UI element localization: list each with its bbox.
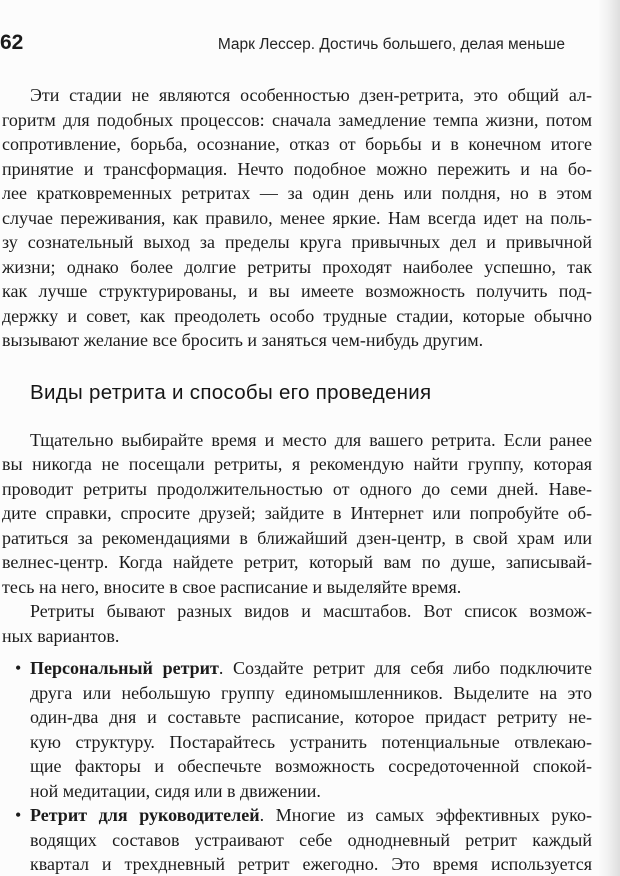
text-line: вызывают желание все бросить и заняться чем-нибудь другим. bbox=[2, 330, 484, 350]
text-line: сопротивление, борьба, осознание, отказ от борьбы и в конечном итоге bbox=[2, 134, 592, 154]
list-item-lead: Персональный ретрит bbox=[30, 658, 219, 678]
text-line: держку и совет, как преодолеть особо трудные стадии, которые обычно bbox=[2, 305, 592, 326]
text-line: щие факторы и обеспечьте возможность сосредоточенной спокой- bbox=[30, 756, 592, 776]
bullet-list bbox=[2, 656, 592, 876]
list-item-text bbox=[30, 803, 592, 876]
text-line: лее кратковременных ретритах — за один день или полдня, но в этом bbox=[2, 183, 592, 203]
text-line: ратиться за рекомендациями в ближайший дзен-центр, в свой храм или bbox=[2, 527, 592, 548]
text-line: кую структуру. Постарайтесь устранить потенциальные отвлекаю- bbox=[30, 731, 592, 752]
running-title: Марк Лессер. Достичь большего, делая меньше bbox=[217, 36, 565, 53]
text-line: принятие и трансформация. Нечто подобное можно пережить и на бо- bbox=[2, 158, 592, 179]
text-line: тесь на него, вносите в свое расписание и выделяйте время. bbox=[2, 576, 462, 597]
text-column bbox=[2, 83, 592, 876]
bullet-marker: • bbox=[15, 658, 22, 678]
list-item bbox=[2, 656, 592, 803]
list-item-lead: Ретрит для руководителей bbox=[30, 805, 260, 825]
page-number: 62 bbox=[0, 31, 24, 54]
paragraph bbox=[2, 428, 592, 600]
paragraph bbox=[2, 83, 592, 353]
text-line: зу сознательный выход за пределы круга привычных дел и привычной bbox=[2, 232, 592, 252]
text-line: горитм для подобных процессов: сначала замедление темпа жизни, потом bbox=[2, 109, 592, 130]
text-line: Персональный ретрит. Создайте ретрит для себя либо подключите bbox=[30, 658, 592, 678]
text-line: ных вариантов. bbox=[2, 625, 120, 646]
text-line: Тщательно выбирайте время и место для вашего ретрита. Если ранее bbox=[30, 429, 592, 450]
page-edge-shadow bbox=[598, 0, 620, 876]
section-paragraphs bbox=[2, 428, 592, 649]
text-line: как лучше структурированы, и вы имеете возможность получить под- bbox=[2, 281, 592, 301]
bullet-marker: • bbox=[15, 805, 22, 825]
text-line: Эти стадии не являются особенностью дзен-ретрита, это общий ал- bbox=[30, 85, 592, 105]
page-header bbox=[0, 0, 620, 57]
paragraph bbox=[2, 599, 592, 648]
text-line: случае переживания, как правило, менее яркие. Нам всегда идет на поль- bbox=[2, 207, 592, 228]
section-heading: Виды ретрита и способы его проведения bbox=[30, 380, 432, 404]
text-line: один-два дня и составьте расписание, которое придаст ретриту не- bbox=[30, 707, 592, 727]
text-line: жизни; однако более долгие ретриты проходят наиболее успешно, так bbox=[2, 256, 592, 277]
list-item-text bbox=[30, 656, 592, 803]
text-line: Ретриты бывают разных видов и масштабов. Вот список возмож- bbox=[30, 601, 592, 621]
text-line: вы никогда не посещали ретриты, я рекомендую найти группу, которая bbox=[2, 454, 592, 474]
text-line: дите справки, спросите друзей; зайдите в Интернет или попробуйте об- bbox=[2, 503, 592, 523]
text-line: водящих составов устраивают себе однодневный ретрит каждый bbox=[30, 829, 592, 850]
text-line: проводит ретриты продолжительностью от одного до семи дней. Наве- bbox=[2, 478, 592, 499]
text-line: велнес-центр. Когда найдете ретрит, который вам по душе, записывай- bbox=[2, 552, 592, 572]
text-line: друга или небольшую группу единомышленников. Выделите на это bbox=[30, 682, 592, 703]
text-line: ной медитации, сидя или в движении. bbox=[30, 780, 321, 801]
list-item bbox=[2, 803, 592, 876]
intro-paragraphs bbox=[2, 83, 592, 353]
text-line: квартал и трехдневный ретрит ежегодно. Это время используется bbox=[30, 854, 592, 874]
text-line: Ретрит для руководителей. Многие из самых эффективных руко- bbox=[30, 805, 593, 825]
